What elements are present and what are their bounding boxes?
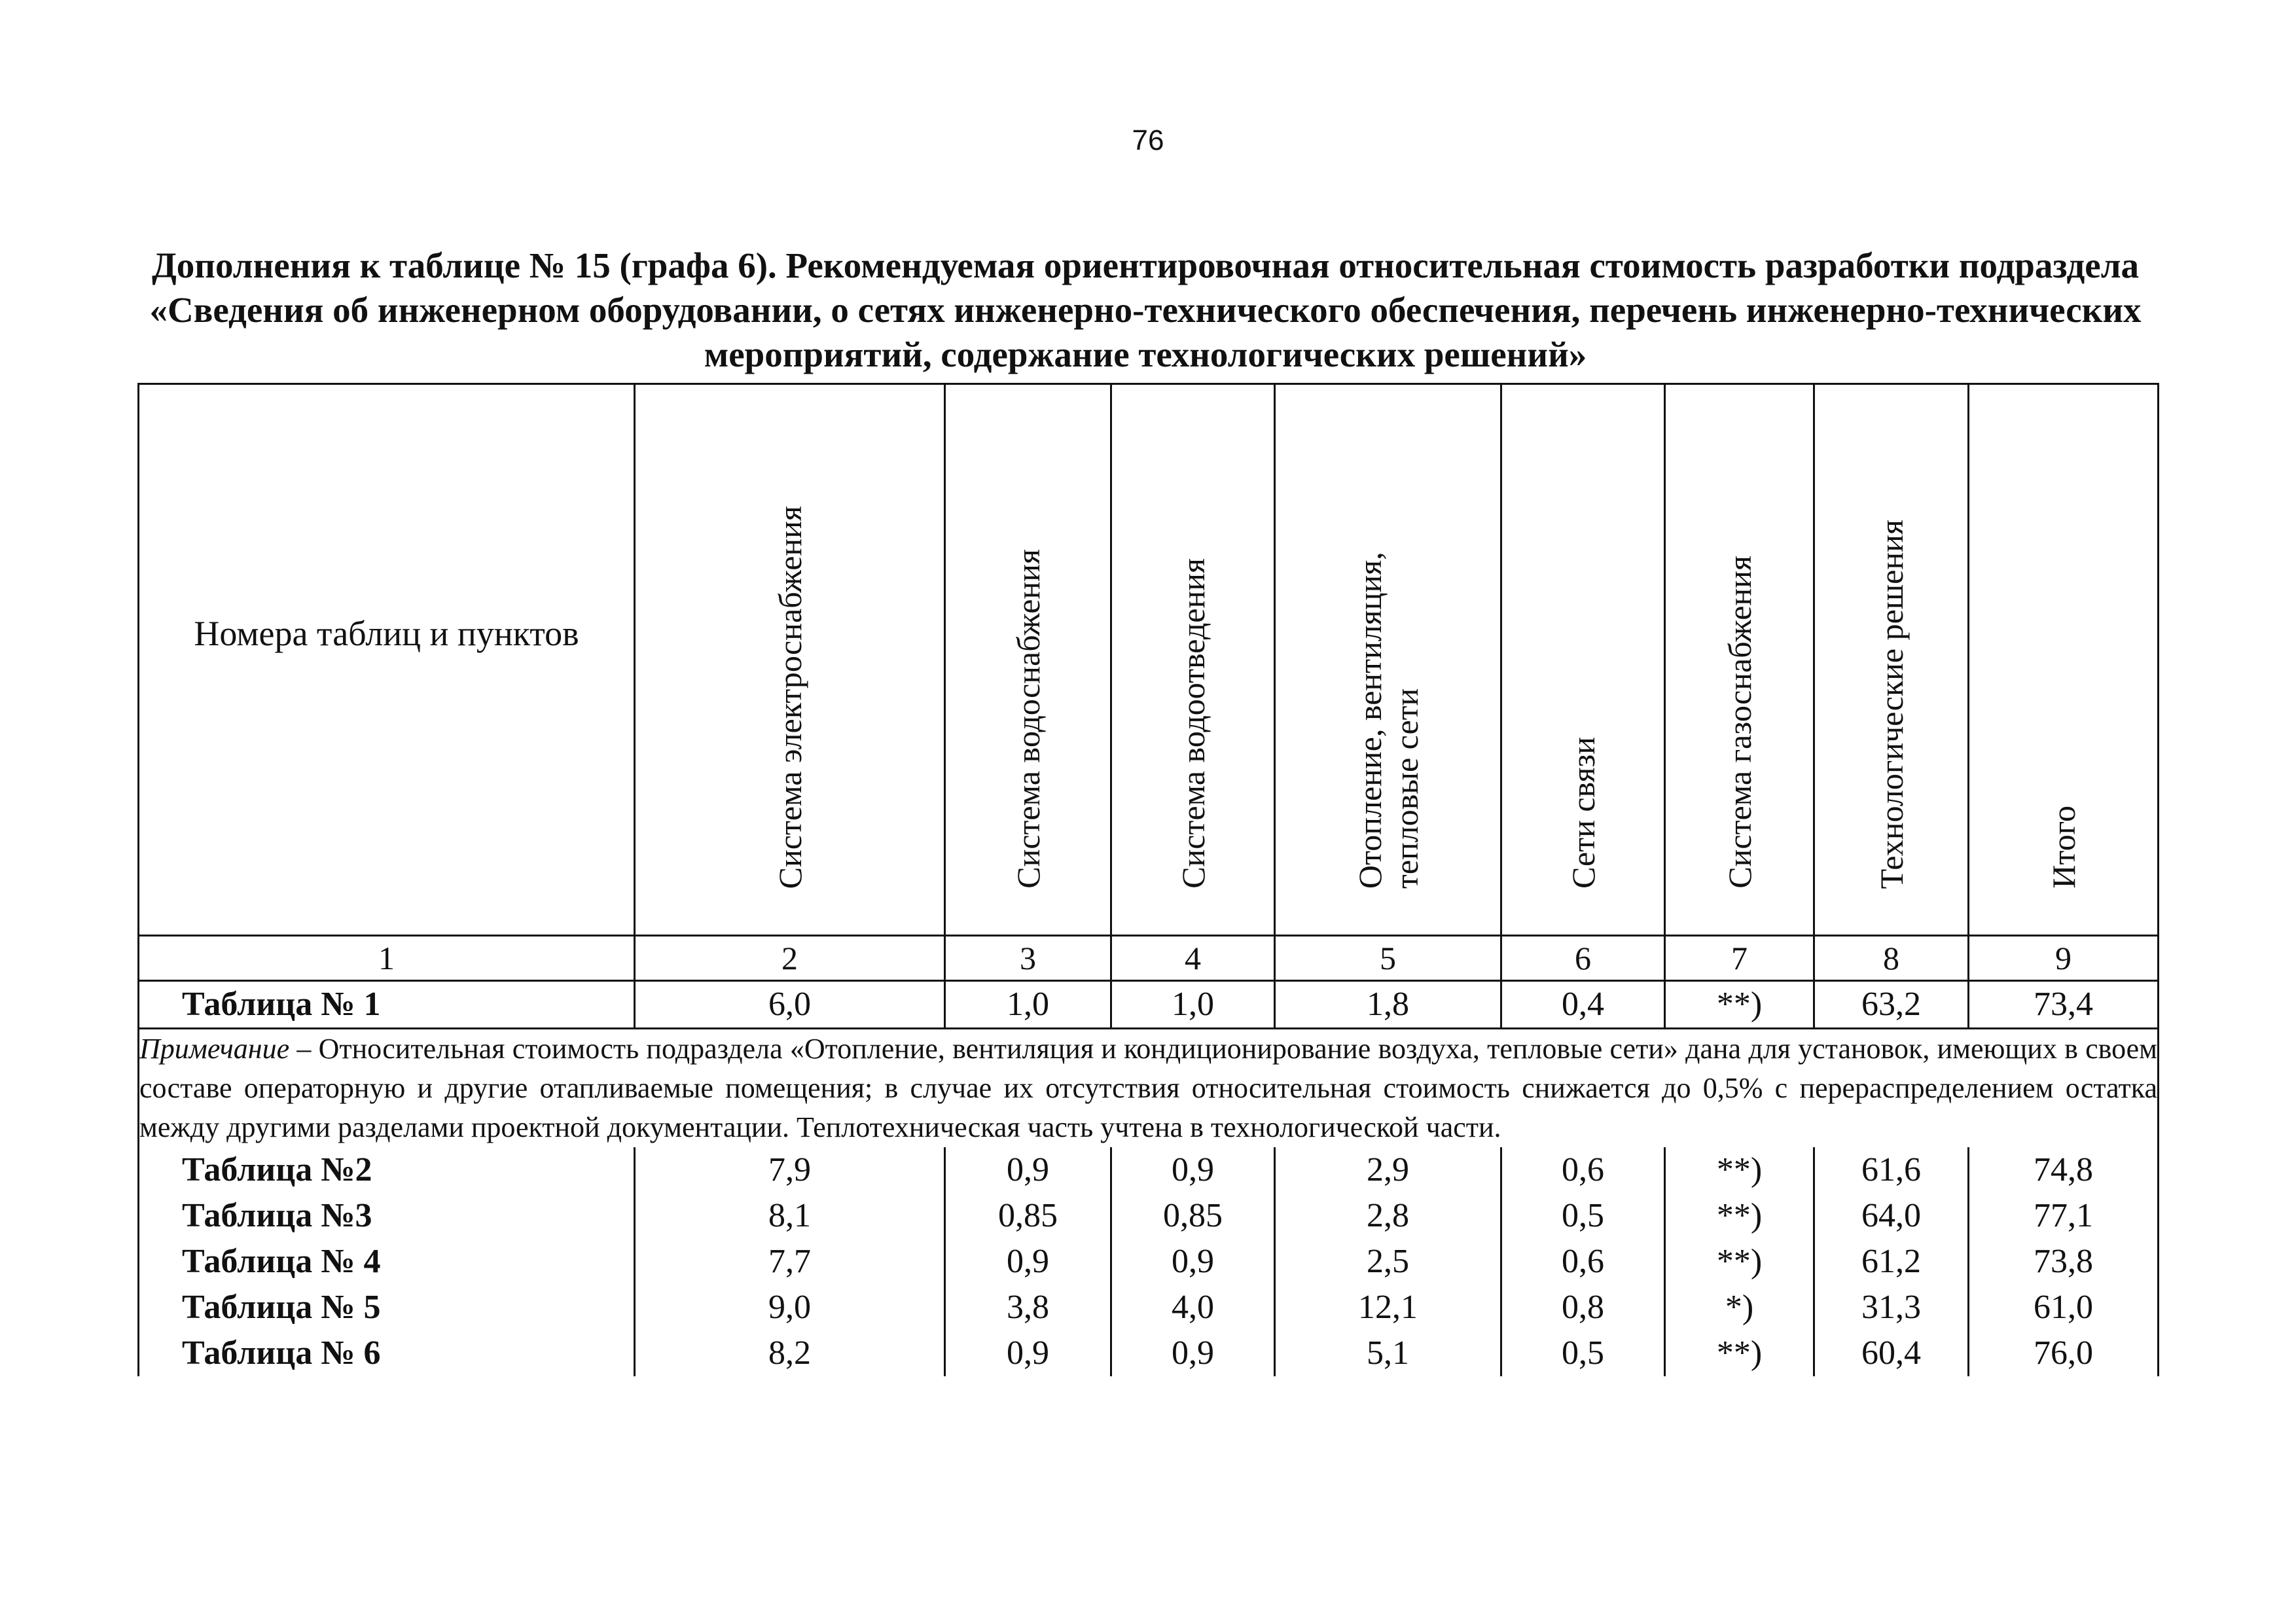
cell-power-supply: 7,7 (635, 1239, 945, 1285)
cell-gas-supply: **) (1665, 1239, 1814, 1285)
column-number: 6 (1501, 936, 1665, 981)
header-technological-solutions-label: Технологические решения (1873, 519, 1910, 889)
table-header-row (139, 384, 2159, 936)
cell-gas-supply: **) (1665, 981, 1814, 1029)
column-number-row (139, 936, 2159, 981)
cell-heating: 2,8 (1275, 1193, 1501, 1239)
row-label: Таблица №3 (139, 1193, 635, 1239)
note-prefix: Примечание (139, 1033, 290, 1065)
cell-drainage: 4,0 (1111, 1285, 1275, 1330)
table-row (139, 1330, 2159, 1376)
row-label: Таблица №2 (139, 1147, 635, 1193)
cell-drainage: 1,0 (1111, 981, 1275, 1029)
header-tables-and-items: Номера таблиц и пунктов (139, 384, 635, 936)
cell-power-supply: 6,0 (635, 981, 945, 1029)
header-drainage-label: Система водоотведения (1174, 558, 1211, 889)
cell-water-supply: 0,9 (945, 1330, 1111, 1376)
cell-technological: 64,0 (1814, 1193, 1969, 1239)
cell-communications: 0,6 (1501, 1239, 1665, 1285)
document-title: Дополнения к таблице № 15 (графа 6). Рекомендуемая ориентировочная относительная стоимость разработки подраздела «Сведения об инженерном оборудовании, о сетях инженерно-технического обеспечения, перечень инженерно-технических мероприятий, содержание технологических решений» (149, 245, 2142, 374)
cell-power-supply: 9,0 (635, 1285, 945, 1330)
cell-communications: 0,5 (1501, 1193, 1665, 1239)
cell-communications: 0,6 (1501, 1147, 1665, 1193)
cell-technological: 60,4 (1814, 1330, 1969, 1376)
cell-drainage: 0,9 (1111, 1330, 1275, 1376)
row-label: Таблица № 5 (139, 1285, 635, 1330)
cell-technological: 63,2 (1814, 981, 1969, 1029)
cell-water-supply: 0,9 (945, 1147, 1111, 1193)
header-drainage (1111, 384, 1275, 936)
cell-technological: 31,3 (1814, 1285, 1969, 1330)
cell-technological: 61,6 (1814, 1147, 1969, 1193)
header-total-label: Итого (2045, 806, 2082, 889)
header-heating-ventilation (1275, 384, 1501, 936)
cell-water-supply: 3,8 (945, 1285, 1111, 1330)
row-label: Таблица № 4 (139, 1239, 635, 1285)
cell-water-supply: 0,85 (945, 1193, 1111, 1239)
column-number: 8 (1814, 936, 1969, 981)
cell-gas-supply: **) (1665, 1193, 1814, 1239)
header-total (1969, 384, 2159, 936)
column-number: 1 (139, 936, 635, 981)
note-text: – Относительная стоимость подраздела «Отопление, вентиляция и кондиционирование воздуха, тепловые сети» дана для установок, имеющих в своем составе операторную и другие отапливаемые помещения; в случае их отсутствия относительная стоимость снижается до 0,5% с перераспределением остатка между другими разделами проектной документации. Теплотехническая часть учтена в технологической части. (139, 1033, 2157, 1143)
column-number: 9 (1969, 936, 2159, 981)
column-number: 7 (1665, 936, 1814, 981)
cell-power-supply: 7,9 (635, 1147, 945, 1193)
cell-total: 73,4 (1969, 981, 2159, 1029)
table-row (139, 1147, 2159, 1193)
cell-heating: 5,1 (1275, 1330, 1501, 1376)
cell-power-supply: 8,1 (635, 1193, 945, 1239)
cell-gas-supply: *) (1665, 1285, 1814, 1330)
header-technological-solutions (1814, 384, 1969, 936)
cell-water-supply: 0,9 (945, 1239, 1111, 1285)
cell-total: 74,8 (1969, 1147, 2159, 1193)
cost-table-container (137, 383, 2157, 1376)
cell-heating: 2,5 (1275, 1239, 1501, 1285)
note-cell (139, 1029, 2159, 1148)
cell-drainage: 0,9 (1111, 1147, 1275, 1193)
cell-communications: 0,4 (1501, 981, 1665, 1029)
cell-gas-supply: **) (1665, 1330, 1814, 1376)
cell-heating: 12,1 (1275, 1285, 1501, 1330)
cell-communications: 0,5 (1501, 1330, 1665, 1376)
header-communication-networks-label: Сети связи (1564, 737, 1602, 889)
column-number: 2 (635, 936, 945, 981)
table-row (139, 981, 2159, 1029)
header-water-supply-label: Система водоснабжения (1009, 549, 1047, 889)
cell-heating: 1,8 (1275, 981, 1501, 1029)
cell-gas-supply: **) (1665, 1147, 1814, 1193)
table-row (139, 1285, 2159, 1330)
cell-heating: 2,9 (1275, 1147, 1501, 1193)
cell-total: 73,8 (1969, 1239, 2159, 1285)
note-row (139, 1029, 2159, 1148)
cell-total: 61,0 (1969, 1285, 2159, 1330)
header-heating-ventilation-label: Отопление, вентиляция, тепловые сети (1351, 552, 1425, 889)
cell-total: 76,0 (1969, 1330, 2159, 1376)
header-power-supply (635, 384, 945, 936)
cost-table (137, 383, 2159, 1376)
cell-water-supply: 1,0 (945, 981, 1111, 1029)
header-communication-networks (1501, 384, 1665, 936)
row-label: Таблица № 6 (139, 1330, 635, 1376)
column-number: 4 (1111, 936, 1275, 981)
cell-power-supply: 8,2 (635, 1330, 945, 1376)
column-number: 3 (945, 936, 1111, 981)
cell-total: 77,1 (1969, 1193, 2159, 1239)
cell-drainage: 0,85 (1111, 1193, 1275, 1239)
cell-technological: 61,2 (1814, 1239, 1969, 1285)
cell-drainage: 0,9 (1111, 1239, 1275, 1285)
header-gas-supply-label: Система газоснабжения (1721, 556, 1758, 889)
page-number: 76 (1132, 124, 1164, 156)
header-power-supply-label: Система электроснабжения (771, 505, 808, 889)
table-row (139, 1193, 2159, 1239)
column-number: 5 (1275, 936, 1501, 981)
cell-communications: 0,8 (1501, 1285, 1665, 1330)
table-row (139, 1239, 2159, 1285)
row-label: Таблица № 1 (139, 981, 635, 1029)
header-gas-supply (1665, 384, 1814, 936)
header-water-supply (945, 384, 1111, 936)
